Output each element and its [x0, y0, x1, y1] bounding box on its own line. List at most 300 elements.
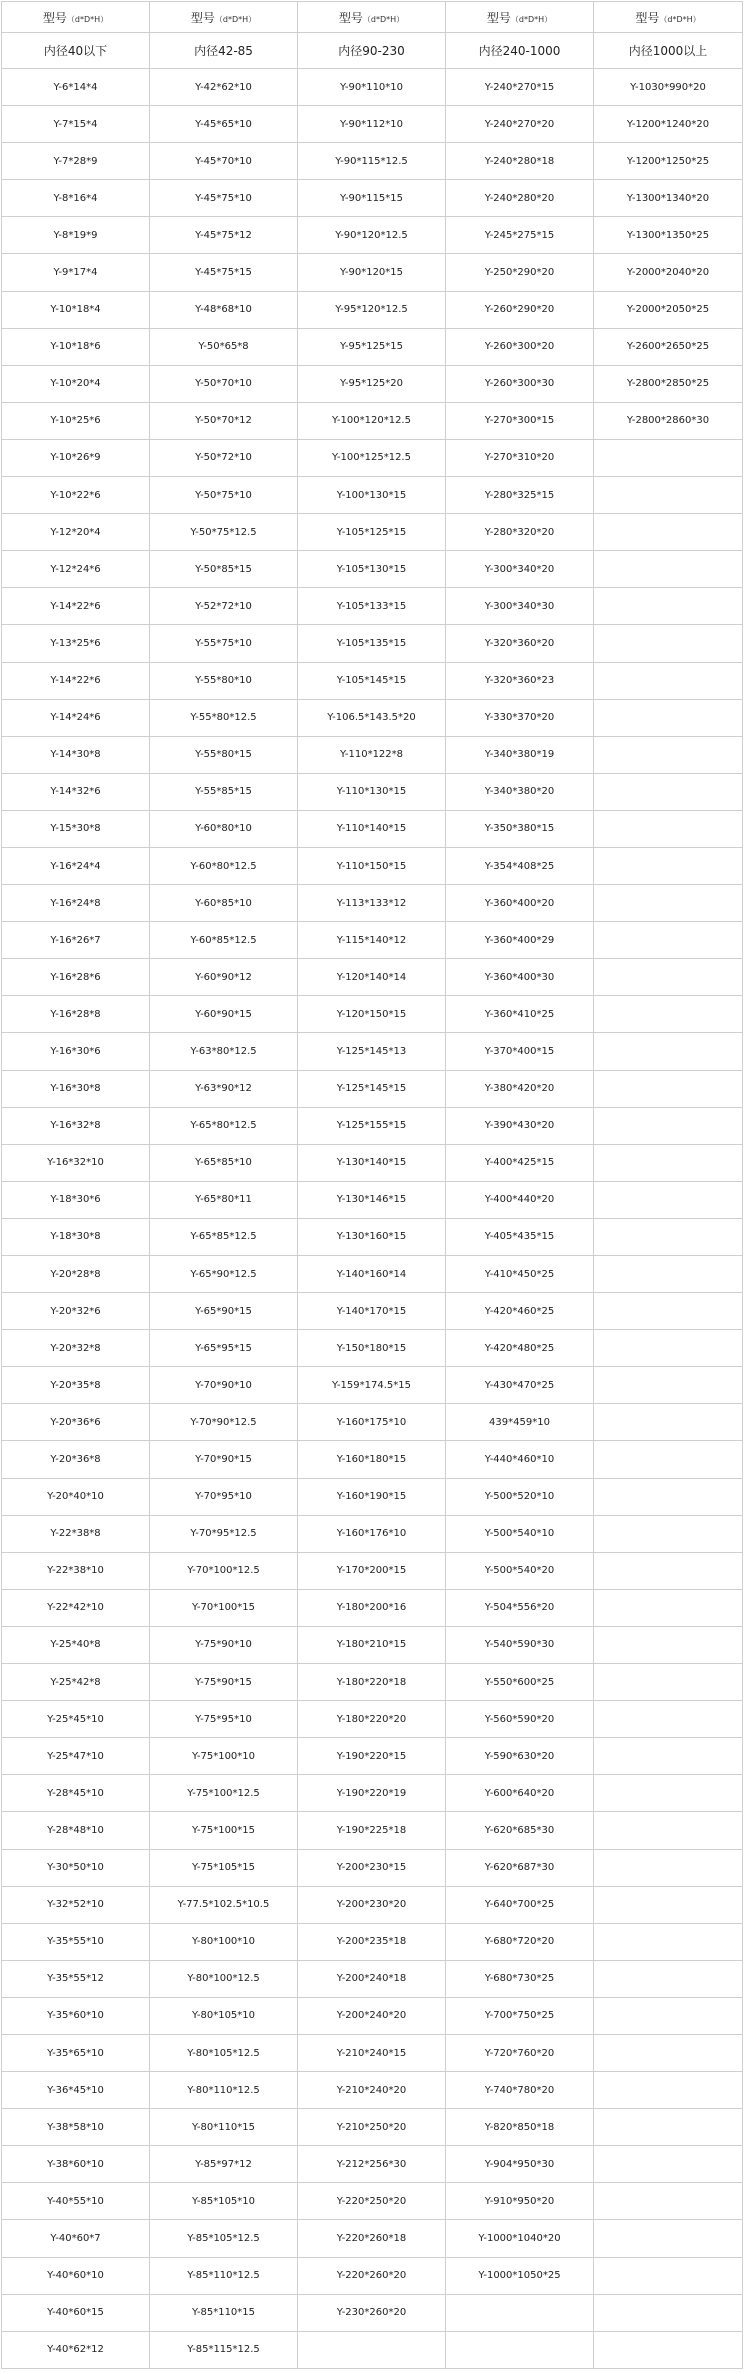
table-cell: [594, 1478, 743, 1515]
table-cell: Y-10*18*6: [2, 328, 150, 365]
table-row: [2, 1812, 743, 1849]
table-cell: Y-1000*1050*25: [446, 2257, 594, 2294]
table-cell: Y-28*48*10: [2, 1812, 150, 1849]
table-row: [2, 143, 743, 180]
header-model-label: 型号: [338, 10, 363, 25]
table-cell: Y-10*25*6: [2, 402, 150, 439]
table-cell: Y-270*310*20: [446, 439, 594, 476]
table-row: [2, 365, 743, 402]
table-row: [2, 2072, 743, 2109]
table-cell: Y-60*80*12.5: [150, 847, 298, 884]
table-cell: Y-20*32*6: [2, 1293, 150, 1330]
table-cell: Y-280*325*15: [446, 477, 594, 514]
table-cell: Y-105*133*15: [298, 588, 446, 625]
table-cell: Y-190*220*15: [298, 1738, 446, 1775]
table-cell: Y-820*850*18: [446, 2109, 594, 2146]
table-cell: [594, 1107, 743, 1144]
table-cell: [594, 514, 743, 551]
table-cell: Y-14*22*6: [2, 588, 150, 625]
table-cell: [594, 1181, 743, 1218]
table-cell: Y-28*45*10: [2, 1775, 150, 1812]
table-cell: Y-1200*1240*20: [594, 106, 743, 143]
table-cell: [594, 2331, 743, 2368]
table-cell: Y-25*47*10: [2, 1738, 150, 1775]
table-cell: Y-16*26*7: [2, 922, 150, 959]
table-body: [2, 69, 743, 2369]
header-row-model: [2, 2, 743, 33]
table-cell: Y-160*176*10: [298, 1515, 446, 1552]
table-cell: Y-170*200*15: [298, 1552, 446, 1589]
table-cell: Y-50*75*10: [150, 477, 298, 514]
table-cell: Y-210*250*20: [298, 2109, 446, 2146]
table-cell: Y-140*160*14: [298, 1256, 446, 1293]
table-cell: Y-14*24*6: [2, 699, 150, 736]
table-cell: Y-38*58*10: [2, 2109, 150, 2146]
table-row: [2, 1256, 743, 1293]
table-row: [2, 2257, 743, 2294]
table-cell: Y-360*400*30: [446, 959, 594, 996]
table-cell: Y-65*90*15: [150, 1293, 298, 1330]
table-cell: Y-77.5*102.5*10.5: [150, 1886, 298, 1923]
table-cell: Y-45*75*12: [150, 217, 298, 254]
table-cell: [446, 2331, 594, 2368]
range-cell: 内径42-85: [150, 33, 298, 69]
table-cell: Y-115*140*12: [298, 922, 446, 959]
table-cell: Y-70*100*12.5: [150, 1552, 298, 1589]
table-cell: Y-95*120*12.5: [298, 291, 446, 328]
table-cell: Y-50*75*12.5: [150, 514, 298, 551]
table-cell: Y-52*72*10: [150, 588, 298, 625]
table-cell: Y-700*750*25: [446, 1997, 594, 2034]
table-cell: [594, 1775, 743, 1812]
table-cell: [298, 2331, 446, 2368]
table-cell: Y-300*340*30: [446, 588, 594, 625]
table-cell: Y-30*50*10: [2, 1849, 150, 1886]
table-cell: Y-60*85*12.5: [150, 922, 298, 959]
table-row: [2, 810, 743, 847]
table-cell: Y-15*30*8: [2, 810, 150, 847]
table-cell: Y-85*105*12.5: [150, 2220, 298, 2257]
table-row: [2, 1923, 743, 1960]
table-cell: Y-620*687*30: [446, 1849, 594, 1886]
table-cell: [594, 773, 743, 810]
table-cell: Y-210*240*15: [298, 2034, 446, 2071]
table-row: [2, 1107, 743, 1144]
table-cell: Y-22*38*10: [2, 1552, 150, 1589]
table-cell: Y-60*90*12: [150, 959, 298, 996]
table-row: [2, 2331, 743, 2368]
table-cell: Y-1300*1340*20: [594, 180, 743, 217]
table-row: [2, 1515, 743, 1552]
table-cell: Y-180*210*15: [298, 1626, 446, 1663]
table-cell: [594, 1701, 743, 1738]
table-row: [2, 1849, 743, 1886]
table-cell: Y-75*100*15: [150, 1812, 298, 1849]
table-cell: [594, 1626, 743, 1663]
table-row: [2, 69, 743, 106]
table-cell: Y-220*250*20: [298, 2183, 446, 2220]
table-cell: Y-260*300*30: [446, 365, 594, 402]
table-cell: Y-200*240*18: [298, 1960, 446, 1997]
table-cell: [594, 2294, 743, 2331]
table-cell: [594, 1218, 743, 1255]
table-cell: Y-13*25*6: [2, 625, 150, 662]
table-cell: Y-95*125*20: [298, 365, 446, 402]
table-cell: Y-70*90*12.5: [150, 1404, 298, 1441]
table-cell: Y-200*240*20: [298, 1997, 446, 2034]
table-cell: [594, 1812, 743, 1849]
table-cell: Y-90*110*10: [298, 69, 446, 106]
table-cell: Y-400*425*15: [446, 1144, 594, 1181]
table-cell: Y-14*30*8: [2, 736, 150, 773]
table-cell: [594, 551, 743, 588]
table-cell: [594, 2183, 743, 2220]
table-cell: Y-500*540*10: [446, 1515, 594, 1552]
table-row: [2, 2220, 743, 2257]
table-row: [2, 1664, 743, 1701]
table-cell: Y-75*95*10: [150, 1701, 298, 1738]
table-cell: [594, 1144, 743, 1181]
table-cell: Y-2000*2040*20: [594, 254, 743, 291]
table-cell: [594, 2146, 743, 2183]
table-cell: Y-680*720*20: [446, 1923, 594, 1960]
table-cell: Y-250*290*20: [446, 254, 594, 291]
table-cell: Y-360*400*29: [446, 922, 594, 959]
table-cell: Y-500*520*10: [446, 1478, 594, 1515]
table-cell: Y-70*95*10: [150, 1478, 298, 1515]
table-cell: Y-190*225*18: [298, 1812, 446, 1849]
table-cell: Y-260*300*20: [446, 328, 594, 365]
table-cell: Y-200*235*18: [298, 1923, 446, 1960]
table-cell: Y-160*175*10: [298, 1404, 446, 1441]
table-row: [2, 1293, 743, 1330]
table-cell: Y-85*110*12.5: [150, 2257, 298, 2294]
table-cell: Y-80*100*10: [150, 1923, 298, 1960]
table-row: [2, 1701, 743, 1738]
table-cell: Y-180*220*20: [298, 1701, 446, 1738]
table-row: [2, 1478, 743, 1515]
table-cell: Y-240*280*20: [446, 180, 594, 217]
table-cell: Y-240*270*20: [446, 106, 594, 143]
table-cell: Y-75*90*10: [150, 1626, 298, 1663]
table-cell: Y-20*40*10: [2, 1478, 150, 1515]
table-cell: [594, 1960, 743, 1997]
table-cell: [594, 1441, 743, 1478]
table-cell: Y-20*36*6: [2, 1404, 150, 1441]
table-cell: Y-400*440*20: [446, 1181, 594, 1218]
table-cell: Y-40*55*10: [2, 2183, 150, 2220]
table-cell: [594, 1589, 743, 1626]
table-cell: Y-2600*2650*25: [594, 328, 743, 365]
table-cell: Y-90*115*12.5: [298, 143, 446, 180]
table-row: [2, 625, 743, 662]
table-row: [2, 1738, 743, 1775]
table-cell: Y-16*30*6: [2, 1033, 150, 1070]
table-row: [2, 1033, 743, 1070]
table-row: [2, 736, 743, 773]
table-cell: [594, 959, 743, 996]
table-cell: Y-12*20*4: [2, 514, 150, 551]
table-cell: Y-380*420*20: [446, 1070, 594, 1107]
table-cell: Y-85*105*10: [150, 2183, 298, 2220]
table-cell: Y-120*150*15: [298, 996, 446, 1033]
table-cell: Y-2000*2050*25: [594, 291, 743, 328]
table-row: [2, 1997, 743, 2034]
table-row: [2, 996, 743, 1033]
table-cell: Y-120*140*14: [298, 959, 446, 996]
table-cell: Y-159*174.5*15: [298, 1367, 446, 1404]
table-cell: Y-55*80*12.5: [150, 699, 298, 736]
table-row: [2, 1886, 743, 1923]
table-row: [2, 1441, 743, 1478]
table-cell: [594, 625, 743, 662]
table-cell: Y-85*97*12: [150, 2146, 298, 2183]
table-cell: Y-140*170*15: [298, 1293, 446, 1330]
table-cell: Y-70*90*15: [150, 1441, 298, 1478]
table-cell: [594, 1997, 743, 2034]
header-dims-label: （d*D*H）: [214, 14, 257, 24]
table-row: [2, 514, 743, 551]
table-cell: Y-340*380*19: [446, 736, 594, 773]
table-cell: Y-80*110*12.5: [150, 2072, 298, 2109]
table-cell: Y-105*130*15: [298, 551, 446, 588]
table-cell: Y-70*90*10: [150, 1367, 298, 1404]
table-cell: [594, 1886, 743, 1923]
header-dims-label: （d*D*H）: [362, 14, 405, 24]
table-cell: 439*459*10: [446, 1404, 594, 1441]
table-row: [2, 402, 743, 439]
range-cell: 内径240-1000: [446, 33, 594, 69]
header-cell-model: [298, 2, 446, 33]
table-cell: Y-720*760*20: [446, 2034, 594, 2071]
table-row: [2, 2183, 743, 2220]
table-cell: Y-150*180*15: [298, 1330, 446, 1367]
table-cell: Y-40*60*7: [2, 2220, 150, 2257]
table-cell: Y-1000*1040*20: [446, 2220, 594, 2257]
table-cell: Y-680*730*25: [446, 1960, 594, 1997]
table-cell: Y-210*240*20: [298, 2072, 446, 2109]
table-cell: Y-63*80*12.5: [150, 1033, 298, 1070]
table-cell: Y-105*125*15: [298, 514, 446, 551]
table-cell: Y-6*14*4: [2, 69, 150, 106]
table-cell: Y-16*30*8: [2, 1070, 150, 1107]
table-cell: Y-20*36*8: [2, 1441, 150, 1478]
table-cell: [594, 922, 743, 959]
table-cell: [594, 1256, 743, 1293]
table-row: [2, 180, 743, 217]
table-cell: Y-42*62*10: [150, 69, 298, 106]
table-cell: Y-36*45*10: [2, 2072, 150, 2109]
table-cell: Y-65*80*11: [150, 1181, 298, 1218]
table-cell: Y-100*130*15: [298, 477, 446, 514]
table-cell: Y-220*260*18: [298, 2220, 446, 2257]
table-cell: Y-85*115*12.5: [150, 2331, 298, 2368]
table-row: [2, 922, 743, 959]
table-row: [2, 551, 743, 588]
header-cell-model: [446, 2, 594, 33]
table-row: [2, 1775, 743, 1812]
table-cell: Y-60*90*15: [150, 996, 298, 1033]
table-cell: Y-620*685*30: [446, 1812, 594, 1849]
table-cell: [594, 588, 743, 625]
table-cell: Y-240*270*15: [446, 69, 594, 106]
table-cell: Y-125*145*13: [298, 1033, 446, 1070]
table-cell: Y-35*55*12: [2, 1960, 150, 1997]
table-cell: Y-410*450*25: [446, 1256, 594, 1293]
table-cell: Y-90*120*15: [298, 254, 446, 291]
table-row: [2, 1960, 743, 1997]
table-cell: Y-16*32*8: [2, 1107, 150, 1144]
table-row: [2, 1070, 743, 1107]
table-cell: Y-540*590*30: [446, 1626, 594, 1663]
table-cell: Y-40*60*10: [2, 2257, 150, 2294]
table-cell: [594, 885, 743, 922]
table-row: [2, 1218, 743, 1255]
table-cell: Y-20*32*8: [2, 1330, 150, 1367]
table-cell: Y-18*30*6: [2, 1181, 150, 1218]
header-dims-label: （d*D*H）: [66, 14, 109, 24]
table-cell: Y-125*155*15: [298, 1107, 446, 1144]
table-cell: [594, 1923, 743, 1960]
table-cell: [594, 2034, 743, 2071]
table-cell: Y-60*85*10: [150, 885, 298, 922]
table-cell: [594, 1033, 743, 1070]
table-cell: Y-35*55*10: [2, 1923, 150, 1960]
table-cell: Y-230*260*20: [298, 2294, 446, 2331]
table-cell: Y-25*45*10: [2, 1701, 150, 1738]
table-cell: Y-65*95*15: [150, 1330, 298, 1367]
header-model-label: 型号: [486, 10, 511, 25]
table-cell: [594, 439, 743, 476]
table-row: [2, 885, 743, 922]
table-cell: Y-80*105*12.5: [150, 2034, 298, 2071]
table-row: [2, 2294, 743, 2331]
table-cell: Y-430*470*25: [446, 1367, 594, 1404]
table-cell: Y-125*145*15: [298, 1070, 446, 1107]
table-cell: Y-320*360*20: [446, 625, 594, 662]
table-cell: Y-50*85*15: [150, 551, 298, 588]
table-cell: Y-180*220*18: [298, 1664, 446, 1701]
table-cell: [594, 1552, 743, 1589]
table-cell: Y-40*62*12: [2, 2331, 150, 2368]
table-row: [2, 1626, 743, 1663]
table-cell: Y-320*360*23: [446, 662, 594, 699]
table-cell: Y-70*100*15: [150, 1589, 298, 1626]
table-cell: Y-1030*990*20: [594, 69, 743, 106]
table-cell: Y-130*146*15: [298, 1181, 446, 1218]
table-cell: Y-354*408*25: [446, 847, 594, 884]
table-cell: Y-16*28*6: [2, 959, 150, 996]
table-row: [2, 2146, 743, 2183]
table-cell: [594, 1664, 743, 1701]
header-cell-model: [594, 2, 743, 33]
table-cell: Y-80*105*10: [150, 1997, 298, 2034]
table-cell: Y-405*435*15: [446, 1218, 594, 1255]
table-cell: Y-590*630*20: [446, 1738, 594, 1775]
table-cell: Y-8*19*9: [2, 217, 150, 254]
table-cell: Y-65*85*12.5: [150, 1218, 298, 1255]
table-cell: Y-370*400*15: [446, 1033, 594, 1070]
table-cell: Y-45*75*15: [150, 254, 298, 291]
table-row: [2, 477, 743, 514]
table-cell: Y-80*100*12.5: [150, 1960, 298, 1997]
table-cell: Y-90*120*12.5: [298, 217, 446, 254]
table-cell: [594, 1738, 743, 1775]
table-cell: Y-245*275*15: [446, 217, 594, 254]
table-cell: Y-110*140*15: [298, 810, 446, 847]
table-cell: Y-50*72*10: [150, 439, 298, 476]
table-cell: Y-600*640*20: [446, 1775, 594, 1812]
table-row: [2, 959, 743, 996]
table-row: [2, 699, 743, 736]
table-header: [2, 2, 743, 69]
table-row: [2, 1552, 743, 1589]
table-cell: Y-38*60*10: [2, 2146, 150, 2183]
table-cell: Y-45*70*10: [150, 143, 298, 180]
table-cell: Y-16*32*10: [2, 1144, 150, 1181]
table-cell: Y-740*780*20: [446, 2072, 594, 2109]
table-cell: Y-60*80*10: [150, 810, 298, 847]
table-cell: Y-12*24*6: [2, 551, 150, 588]
table-row: [2, 217, 743, 254]
table-cell: [594, 1330, 743, 1367]
table-cell: Y-330*370*20: [446, 699, 594, 736]
table-cell: Y-260*290*20: [446, 291, 594, 328]
header-cell-model: [2, 2, 150, 33]
table-cell: [594, 1404, 743, 1441]
table-cell: Y-10*22*6: [2, 477, 150, 514]
table-cell: Y-190*220*19: [298, 1775, 446, 1812]
table-cell: [594, 2072, 743, 2109]
table-cell: [594, 1515, 743, 1552]
table-cell: Y-55*75*10: [150, 625, 298, 662]
table-cell: Y-90*115*15: [298, 180, 446, 217]
table-row: [2, 1181, 743, 1218]
table-cell: Y-160*180*15: [298, 1441, 446, 1478]
table-cell: Y-440*460*10: [446, 1441, 594, 1478]
header-model-label: 型号: [190, 10, 215, 25]
table-cell: Y-360*400*20: [446, 885, 594, 922]
table-cell: Y-1200*1250*25: [594, 143, 743, 180]
table-cell: Y-550*600*25: [446, 1664, 594, 1701]
table-cell: Y-270*300*15: [446, 402, 594, 439]
table-cell: Y-75*100*12.5: [150, 1775, 298, 1812]
table-row: [2, 1404, 743, 1441]
table-row: [2, 1589, 743, 1626]
table-cell: Y-63*90*12: [150, 1070, 298, 1107]
table-cell: Y-105*145*15: [298, 662, 446, 699]
table-cell: Y-7*28*9: [2, 143, 150, 180]
table-row: [2, 106, 743, 143]
table-row: [2, 662, 743, 699]
table-row: [2, 1330, 743, 1367]
table-cell: Y-300*340*20: [446, 551, 594, 588]
table-cell: Y-130*160*15: [298, 1218, 446, 1255]
table-cell: Y-20*28*8: [2, 1256, 150, 1293]
table-row: [2, 847, 743, 884]
table-cell: Y-40*60*15: [2, 2294, 150, 2331]
table-cell: [594, 810, 743, 847]
table-cell: Y-32*52*10: [2, 1886, 150, 1923]
header-dims-label: （d*D*H）: [659, 14, 701, 24]
table-cell: [594, 2109, 743, 2146]
table-cell: Y-65*90*12.5: [150, 1256, 298, 1293]
table-cell: [594, 1367, 743, 1404]
table-cell: Y-65*85*10: [150, 1144, 298, 1181]
table-cell: Y-10*18*4: [2, 291, 150, 328]
table-cell: Y-350*380*15: [446, 810, 594, 847]
table-row: [2, 773, 743, 810]
